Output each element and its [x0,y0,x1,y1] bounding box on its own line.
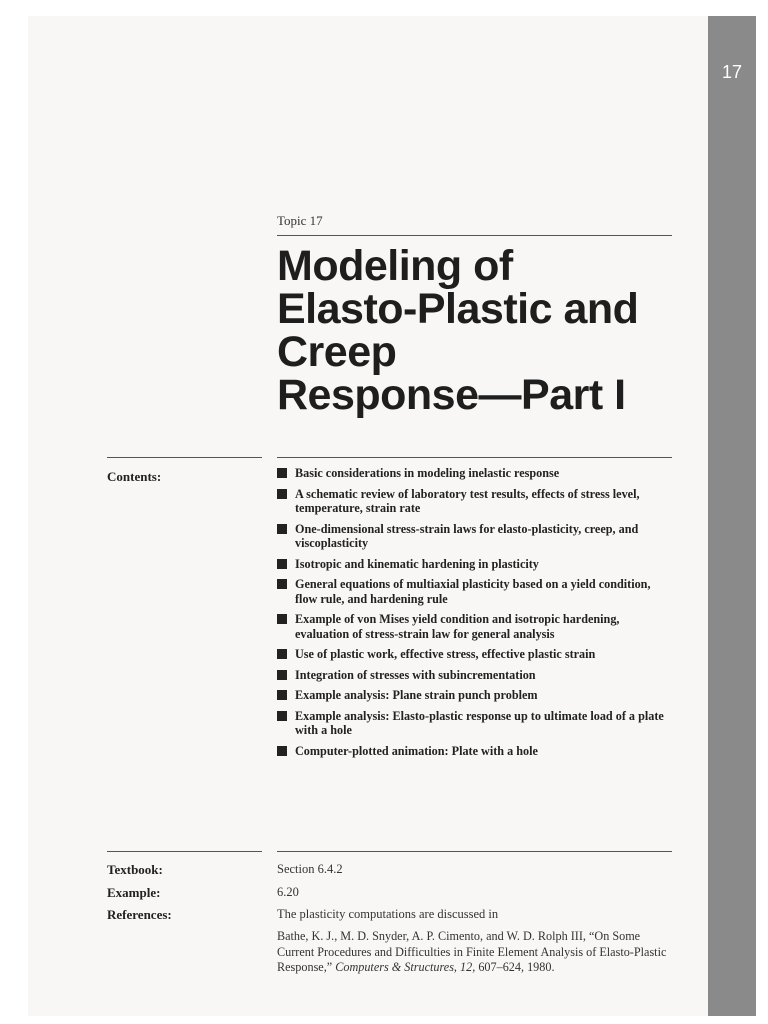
reference-journal: Computers & Structures, 12, [335,960,476,974]
contents-item-text: General equations of multiaxial plasticity based on a yield condition, flow rule, and hardening rule [295,577,651,606]
bullet-square-icon [277,649,287,659]
reference-citation [277,929,675,976]
contents-item [277,577,672,606]
page-title [277,242,697,419]
references-label: References: [107,907,172,922]
contents-item [277,612,672,641]
contents-item-text: Example analysis: Plane strain punch problem [295,688,538,702]
bullet-square-icon [277,468,287,478]
footer-label-rule [107,851,262,852]
bullet-square-icon [277,614,287,624]
contents-item [277,487,672,516]
contents-item-text: Integration of stresses with subincrementation [295,667,536,682]
contents-item [277,557,672,572]
example-label: Example: [107,885,161,900]
contents-item-text: Isotropic and kinematic hardening in plasticity [295,556,539,571]
bullet-square-icon [277,690,287,700]
example-value: 6.20 [277,885,299,899]
contents-item-text: One-dimensional stress-strain laws for elasto-plasticity, creep, and viscoplasticity [295,521,639,550]
contents-rule [277,457,672,458]
contents-item [277,688,672,703]
title-line: Modeling of [277,242,513,290]
title-line: Response—Part I [277,371,626,419]
contents-item [277,647,672,662]
textbook-label: Textbook: [107,862,163,877]
contents-item-text: Computer-plotted animation: Plate with a hole [295,743,538,758]
contents-item [277,668,672,683]
contents-item [277,466,672,481]
bullet-square-icon [277,524,287,534]
contents-item-text: Basic considerations in modeling inelastic response [295,466,560,480]
contents-label-rule [107,457,262,458]
contents-item-text: Example of von Mises yield condition and isotropic hardening, evaluation of stress-strain law for general analysis [295,612,620,641]
contents-label: Contents: [107,469,162,484]
contents-list [277,466,672,764]
title-top-rule [277,235,672,236]
bullet-square-icon [277,489,287,499]
chapter-side-tab [708,16,756,1016]
footer-rule [277,851,672,852]
bullet-square-icon [277,579,287,589]
reference-authors: Bathe, K. J., M. D. Snyder, A. P. Cimento, and W. D. Rolph III, “On Some Current Procedures and Difficulties in Finite Element Analysis of Elasto-Plastic Response,” [277,929,667,974]
contents-item-text: Use of plastic work, effective stress, effective plastic strain [295,647,596,661]
title-line: Elasto-Plastic and [277,285,639,333]
contents-item-text: A schematic review of laboratory test results, effects of stress level, temperature, strain rate [295,486,640,515]
bullet-square-icon [277,746,287,756]
title-line: Creep [277,328,397,376]
bullet-square-icon [277,711,287,721]
topic-label: Topic 17 [277,213,323,228]
contents-item [277,522,672,551]
contents-item [277,744,672,759]
references-intro: The plasticity computations are discussed in [277,907,499,921]
chapter-number: 17 [721,62,743,82]
contents-item-text: Example analysis: Elasto-plastic response up to ultimate load of a plate with a hole [295,708,664,737]
textbook-value: Section 6.4.2 [277,862,343,876]
reference-pages-year: 607–624, 1980. [478,960,555,974]
contents-item [277,709,672,738]
bullet-square-icon [277,559,287,569]
bullet-square-icon [277,670,287,680]
